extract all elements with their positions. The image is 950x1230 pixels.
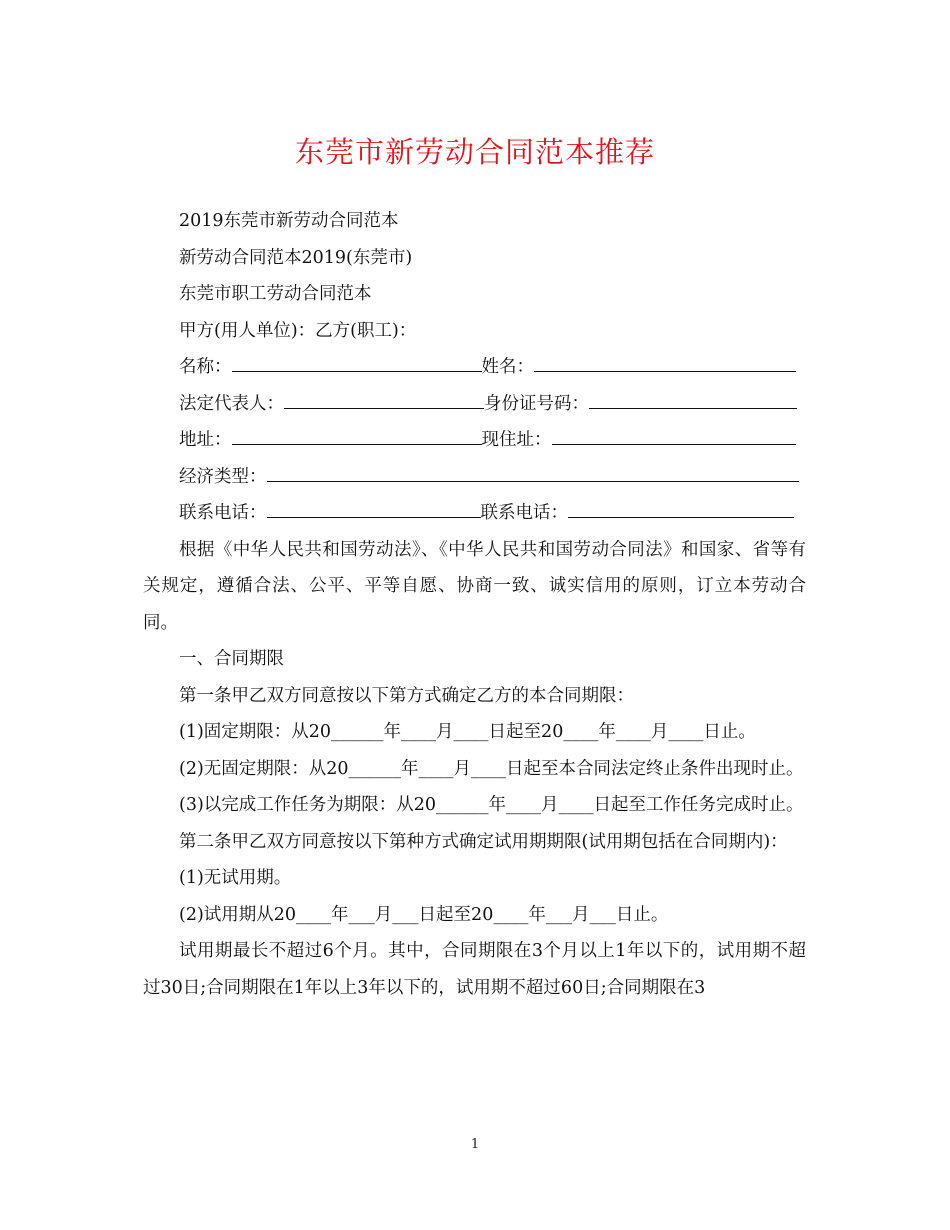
economy-type-blank [267, 461, 799, 482]
employer-name-label: 名称： [179, 357, 232, 377]
employer-phone-label: 联系电话： [179, 503, 267, 523]
address-label: 地址： [179, 430, 232, 450]
article-2: 第二条甲乙双方同意按以下第种方式确定试用期期限(试用期包括在合同期内)： [179, 831, 788, 852]
article-1-item-2: (2)无固定期限：从20______年____月____日起至本合同法定终止条件出现时止。 [179, 758, 804, 779]
residence-label: 现住址： [481, 430, 552, 450]
parties-line: 甲方(用人单位)：乙方(职工)： [179, 320, 417, 341]
employer-name-field [179, 349, 482, 386]
article-1-item-1: (1)固定期限：从20______年____月____日起至20____年____月____日止。 [179, 722, 756, 742]
article-2-item-2: (2)试用期从20____年___月___日起至20____年___月___日止。 [179, 904, 669, 925]
employee-name-blank [534, 351, 796, 372]
form-row-economy [143, 459, 806, 496]
form-row-address [143, 422, 806, 459]
employer-phone-field [179, 495, 481, 532]
line-2: 新劳动合同范本2019(东莞市) [179, 247, 413, 268]
id-number-label: 身份证号码： [484, 393, 589, 414]
article-1-item-3: (3)以完成工作任务为期限：从20______年____月____日起至工作任务完成时止。 [179, 795, 804, 815]
residence-field [482, 422, 796, 459]
employee-phone-blank [568, 497, 794, 518]
line-1: 2019东莞市新劳动合同范本 [179, 211, 399, 231]
article-2-note: 试用期最长不超过6个月。其中，合同期限在3个月以上1年以下的，试用期不超过30日;合同期限在1年以上3年以下的，试用期不超过60日;合同期限在3 [143, 941, 806, 998]
document-title: 东莞市新劳动合同范本推荐 [294, 135, 655, 169]
employee-name-field [482, 349, 797, 386]
economy-type-label: 经济类型： [179, 466, 267, 487]
legal-rep-label: 法定代表人： [179, 393, 284, 414]
address-blank [232, 424, 482, 445]
form-row-phone [143, 495, 806, 532]
document-body [143, 203, 806, 1006]
id-number-field [484, 386, 797, 423]
form-row-name [143, 349, 806, 386]
employer-name-blank [232, 351, 482, 372]
page-number: 1 [470, 1137, 480, 1152]
economy-type-field [179, 459, 799, 496]
employer-phone-blank [267, 497, 481, 518]
address-field [179, 422, 482, 459]
section-1-heading: 一、合同期限 [179, 649, 284, 669]
employee-phone-field [481, 495, 795, 532]
id-number-blank [589, 388, 797, 409]
form-row-rep [143, 386, 806, 423]
legal-rep-blank [284, 388, 484, 409]
legal-rep-field [179, 386, 484, 423]
line-3: 东莞市职工劳动合同范本 [179, 284, 372, 304]
employee-phone-label: 联系电话： [480, 503, 568, 523]
article-2-item-1: (1)无试用期。 [179, 868, 292, 888]
article-1: 第一条甲乙双方同意按以下第方式确定乙方的本合同期限： [179, 685, 634, 706]
residence-blank [552, 424, 796, 445]
employee-name-label: 姓名： [481, 357, 534, 377]
intro-paragraph: 根据《中华人民共和国劳动法》、《中华人民共和国劳动合同法》和国家、省等有关规定，遵循合法、公平、平等自愿、协商一致、诚实信用的原则，订立本劳动合同。 [143, 539, 806, 633]
